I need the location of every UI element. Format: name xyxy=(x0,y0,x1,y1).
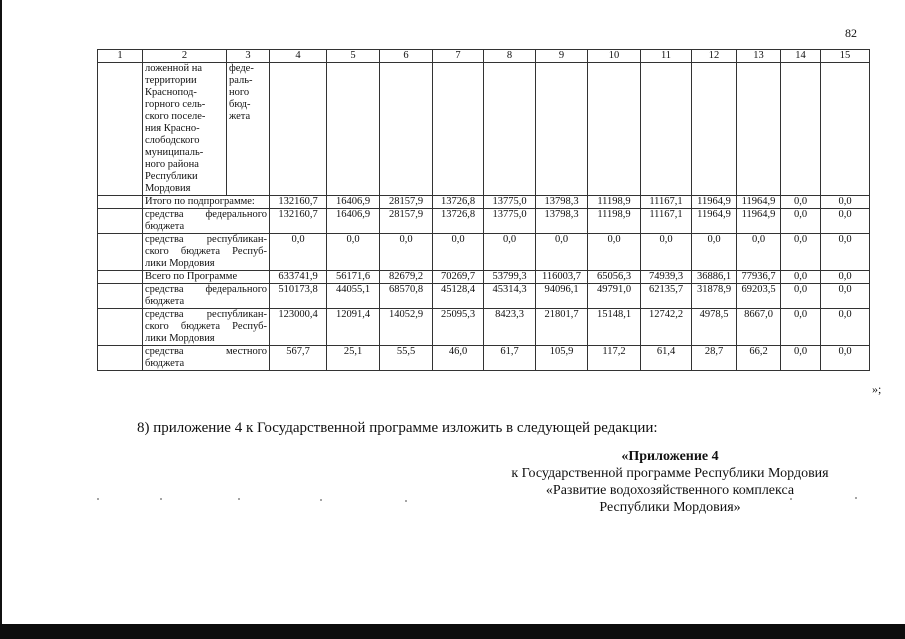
value-cell: 0,0 xyxy=(484,234,536,271)
value-cell: 0,0 xyxy=(821,209,870,234)
value-cell: 0,0 xyxy=(380,234,433,271)
value-cell: 45128,4 xyxy=(433,284,484,309)
value-cell: 117,2 xyxy=(588,346,641,371)
value-cell: 0,0 xyxy=(781,346,821,371)
text-line: Республики xyxy=(145,171,198,182)
table-cell xyxy=(380,63,433,196)
value-cell: 0,0 xyxy=(821,284,870,309)
text-line: ложенной на xyxy=(145,63,203,74)
value-cell: 11198,9 xyxy=(588,209,641,234)
value-cell: 11198,9 xyxy=(588,196,641,209)
value-cell: 0,0 xyxy=(781,271,821,284)
table-header-row xyxy=(98,50,870,63)
value-cell: 77936,7 xyxy=(737,271,781,284)
text-line: ного xyxy=(229,87,250,98)
header-cell: 5 xyxy=(327,50,380,63)
value-cell: 11167,1 xyxy=(641,209,692,234)
value-cell: 11964,9 xyxy=(737,209,781,234)
value-cell: 132160,7 xyxy=(270,196,327,209)
table-cell xyxy=(641,63,692,196)
value-cell: 0,0 xyxy=(821,196,870,209)
row-label: средства местного бюджета xyxy=(143,346,270,371)
value-cell: 0,0 xyxy=(536,234,588,271)
value-cell: 12091,4 xyxy=(327,309,380,346)
table-cell xyxy=(484,63,536,196)
table-row xyxy=(98,196,870,209)
value-cell: 0,0 xyxy=(270,234,327,271)
value-cell: 11964,9 xyxy=(692,209,737,234)
instruction-text: 8) приложение 4 к Государственной программе изложить в следующей редакции: xyxy=(137,420,658,436)
value-cell: 0,0 xyxy=(781,209,821,234)
value-cell: 13775,0 xyxy=(484,209,536,234)
value-cell: 0,0 xyxy=(641,234,692,271)
value-cell: 13798,3 xyxy=(536,209,588,234)
header-cell: 1 xyxy=(98,50,143,63)
value-cell: 13726,8 xyxy=(433,209,484,234)
text-line: ского поселе- xyxy=(145,111,206,122)
row-description xyxy=(143,63,227,196)
header-cell: 6 xyxy=(380,50,433,63)
closing-quote: »; xyxy=(872,382,882,396)
appendix-line: к Государственной программе Республики Мордовия xyxy=(511,466,829,481)
value-cell: 8667,0 xyxy=(737,309,781,346)
table-cell xyxy=(536,63,588,196)
row-label: Всего по Программе xyxy=(143,271,270,284)
scan-speck xyxy=(238,498,240,500)
header-cell: 3 xyxy=(227,50,270,63)
value-cell: 46,0 xyxy=(433,346,484,371)
appendix-line: «Развитие водохозяйственного комплекса xyxy=(545,483,795,498)
value-cell: 105,9 xyxy=(536,346,588,371)
header-cell: 7 xyxy=(433,50,484,63)
table-cell xyxy=(433,63,484,196)
text-line: ния Красно- xyxy=(145,123,200,134)
value-cell: 633741,9 xyxy=(270,271,327,284)
value-cell: 21801,7 xyxy=(536,309,588,346)
scan-speck xyxy=(790,498,792,500)
scan-speck xyxy=(160,498,162,500)
value-cell: 61,4 xyxy=(641,346,692,371)
value-cell: 53799,3 xyxy=(484,271,536,284)
value-cell: 0,0 xyxy=(781,309,821,346)
value-cell: 28,7 xyxy=(692,346,737,371)
text-line: горного сель- xyxy=(145,99,206,110)
table-cell xyxy=(98,63,143,196)
page-number: 82 xyxy=(845,26,857,40)
text-line: феде- xyxy=(229,63,254,74)
value-cell: 0,0 xyxy=(821,309,870,346)
header-cell: 8 xyxy=(484,50,536,63)
appendix-title: «Приложение 4 xyxy=(621,449,719,464)
text-line: раль- xyxy=(229,75,253,86)
text-line: бюд- xyxy=(229,99,251,110)
value-cell: 0,0 xyxy=(433,234,484,271)
value-cell: 69203,5 xyxy=(737,284,781,309)
table-cell xyxy=(98,309,143,346)
table-cell xyxy=(737,63,781,196)
row-label: средства федерального бюджета xyxy=(143,209,270,234)
header-cell: 9 xyxy=(536,50,588,63)
row-label: Итого по подпрограмме: xyxy=(143,196,270,209)
table-cell xyxy=(98,346,143,371)
header-cell: 11 xyxy=(641,50,692,63)
value-cell: 0,0 xyxy=(781,196,821,209)
row-label: средства республикан-ского бюджета Респуб-лики Мордовия xyxy=(143,234,270,271)
value-cell: 25095,3 xyxy=(433,309,484,346)
text-line: территории xyxy=(145,75,197,86)
value-cell: 8423,3 xyxy=(484,309,536,346)
value-cell: 16406,9 xyxy=(327,209,380,234)
value-cell: 66,2 xyxy=(737,346,781,371)
scan-left-edge xyxy=(0,0,2,639)
value-cell: 13726,8 xyxy=(433,196,484,209)
text-line: слободского xyxy=(145,135,200,146)
value-cell: 15148,1 xyxy=(588,309,641,346)
value-cell: 70269,7 xyxy=(433,271,484,284)
row-label: средства федерального бюджета xyxy=(143,284,270,309)
table-cell xyxy=(821,63,870,196)
table-row xyxy=(98,346,870,371)
value-cell: 11167,1 xyxy=(641,196,692,209)
scan-bottom-edge xyxy=(0,624,905,639)
value-cell: 25,1 xyxy=(327,346,380,371)
table-row xyxy=(98,63,870,196)
value-cell: 510173,8 xyxy=(270,284,327,309)
value-cell: 14052,9 xyxy=(380,309,433,346)
value-cell: 132160,7 xyxy=(270,209,327,234)
value-cell: 13798,3 xyxy=(536,196,588,209)
table-cell xyxy=(781,63,821,196)
value-cell: 0,0 xyxy=(692,234,737,271)
table-cell xyxy=(327,63,380,196)
value-cell: 12742,2 xyxy=(641,309,692,346)
table-cell xyxy=(588,63,641,196)
table-cell xyxy=(270,63,327,196)
value-cell: 49791,0 xyxy=(588,284,641,309)
table-cell xyxy=(98,209,143,234)
value-cell: 567,7 xyxy=(270,346,327,371)
table-cell xyxy=(98,284,143,309)
text-line: муниципаль- xyxy=(145,147,204,158)
header-cell: 13 xyxy=(737,50,781,63)
value-cell: 0,0 xyxy=(781,234,821,271)
header-cell: 14 xyxy=(781,50,821,63)
value-cell: 0,0 xyxy=(821,346,870,371)
scan-speck xyxy=(405,500,407,502)
table-row xyxy=(98,309,870,346)
scan-speck xyxy=(97,498,99,500)
value-cell: 123000,4 xyxy=(270,309,327,346)
value-cell: 74939,3 xyxy=(641,271,692,284)
row-label: средства республикан-ского бюджета Респуб-лики Мордовия xyxy=(143,309,270,346)
value-cell: 0,0 xyxy=(821,271,870,284)
value-cell: 82679,2 xyxy=(380,271,433,284)
header-cell: 10 xyxy=(588,50,641,63)
value-cell: 11964,9 xyxy=(692,196,737,209)
table-cell xyxy=(98,234,143,271)
value-cell: 68570,8 xyxy=(380,284,433,309)
header-cell: 2 xyxy=(143,50,227,63)
value-cell: 28157,9 xyxy=(380,196,433,209)
text-line: Мордовия xyxy=(145,183,191,194)
table-row xyxy=(98,271,870,284)
appendix-line: Республики Мордовия» xyxy=(599,500,741,515)
funding-source xyxy=(227,63,270,196)
value-cell: 28157,9 xyxy=(380,209,433,234)
value-cell: 61,7 xyxy=(484,346,536,371)
table-row xyxy=(98,284,870,309)
value-cell: 16406,9 xyxy=(327,196,380,209)
value-cell: 44055,1 xyxy=(327,284,380,309)
value-cell: 0,0 xyxy=(737,234,781,271)
value-cell: 0,0 xyxy=(781,284,821,309)
value-cell: 94096,1 xyxy=(536,284,588,309)
text-line: ного района xyxy=(145,159,199,170)
value-cell: 62135,7 xyxy=(641,284,692,309)
value-cell: 0,0 xyxy=(821,234,870,271)
value-cell: 65056,3 xyxy=(588,271,641,284)
text-line: жета xyxy=(229,111,251,122)
table-row xyxy=(98,234,870,271)
value-cell: 56171,6 xyxy=(327,271,380,284)
value-cell: 0,0 xyxy=(588,234,641,271)
value-cell: 31878,9 xyxy=(692,284,737,309)
appendix-heading xyxy=(470,448,870,516)
table-cell xyxy=(692,63,737,196)
value-cell: 4978,5 xyxy=(692,309,737,346)
value-cell: 55,5 xyxy=(380,346,433,371)
budget-table xyxy=(97,49,870,371)
table-row xyxy=(98,209,870,234)
value-cell: 0,0 xyxy=(327,234,380,271)
header-cell: 4 xyxy=(270,50,327,63)
value-cell: 11964,9 xyxy=(737,196,781,209)
table-cell xyxy=(98,271,143,284)
value-cell: 13775,0 xyxy=(484,196,536,209)
header-cell: 12 xyxy=(692,50,737,63)
text-line: Краснопод- xyxy=(145,87,197,98)
header-cell: 15 xyxy=(821,50,870,63)
value-cell: 116003,7 xyxy=(536,271,588,284)
value-cell: 45314,3 xyxy=(484,284,536,309)
scan-speck xyxy=(855,497,857,499)
scan-speck xyxy=(320,499,322,501)
table-cell xyxy=(98,196,143,209)
value-cell: 36886,1 xyxy=(692,271,737,284)
